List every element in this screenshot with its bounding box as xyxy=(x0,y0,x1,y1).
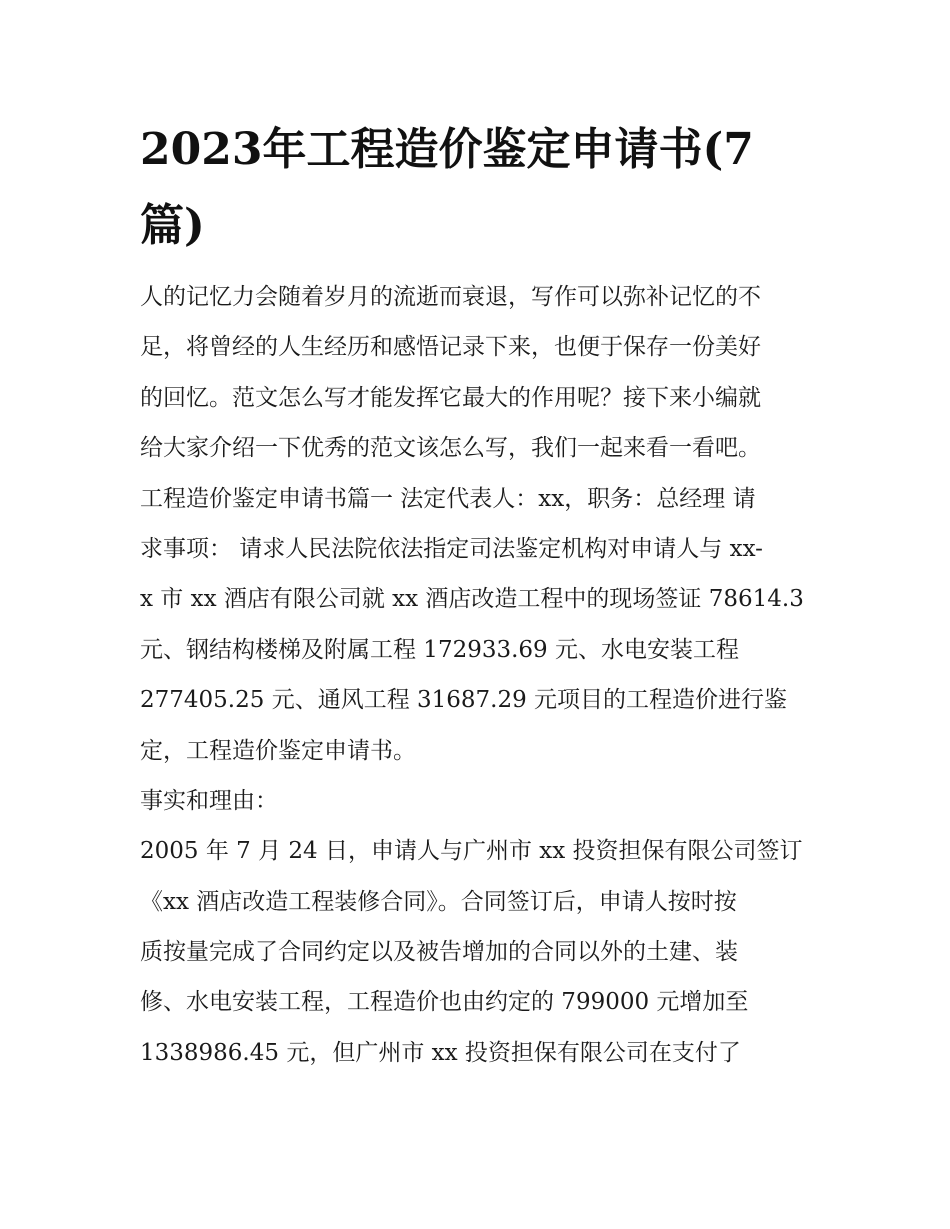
body-line: 修、水电安装工程，工程造价也由约定的 799000 元增加至 xyxy=(140,989,749,1016)
title-line: 篇) xyxy=(140,200,205,251)
body-line: 的回忆。范文怎么写才能发挥它最大的作用呢？接下来小编就 xyxy=(140,384,761,411)
body-line: 1338986.45 元，但广州市 xx 投资担保有限公司在支付了 xyxy=(140,1039,741,1066)
body-line: 2005 年 7 月 24 日，申请人与广州市 xx 投资担保有限公司签订 xyxy=(140,838,803,865)
body-line: 277405.25 元、通风工程 31687.29 元项目的工程造价进行鉴 xyxy=(140,687,788,714)
body-line: 质按量完成了合同约定以及被告增加的合同以外的土建、装 xyxy=(140,939,738,966)
body-line: 事实和理由： xyxy=(140,787,278,814)
body-line: 工程造价鉴定申请书篇一 法定代表人：xx，职务：总经理 请 xyxy=(140,485,756,512)
body-line: 《xx 酒店改造工程装修合同》。合同签订后，申请人按时按 xyxy=(140,888,737,915)
body-line: 足，将曾经的人生经历和感悟记录下来，也便于保存一份美好 xyxy=(140,334,761,361)
body-line: 定，工程造价鉴定申请书。 xyxy=(140,737,416,764)
body-line: 元、钢结构楼梯及附属工程 172933.69 元、水电安装工程 xyxy=(140,636,739,663)
body-line: 求事项： 请求人民法院依法指定司法鉴定机构对申请人与 xx- xyxy=(140,535,763,562)
document-body xyxy=(140,272,820,1078)
document-title xyxy=(140,112,820,264)
body-line: 人的记忆力会随着岁月的流逝而衰退，写作可以弥补记忆的不 xyxy=(140,284,761,310)
title-line: 2023年工程造价鉴定申请书(7 xyxy=(140,124,754,175)
body-line: 给大家介绍一下优秀的范文该怎么写，我们一起来看一看吧。 xyxy=(140,435,761,462)
body-line: x 市 xx 酒店有限公司就 xx 酒店改造工程中的现场签证 78614.3 xyxy=(140,586,804,613)
